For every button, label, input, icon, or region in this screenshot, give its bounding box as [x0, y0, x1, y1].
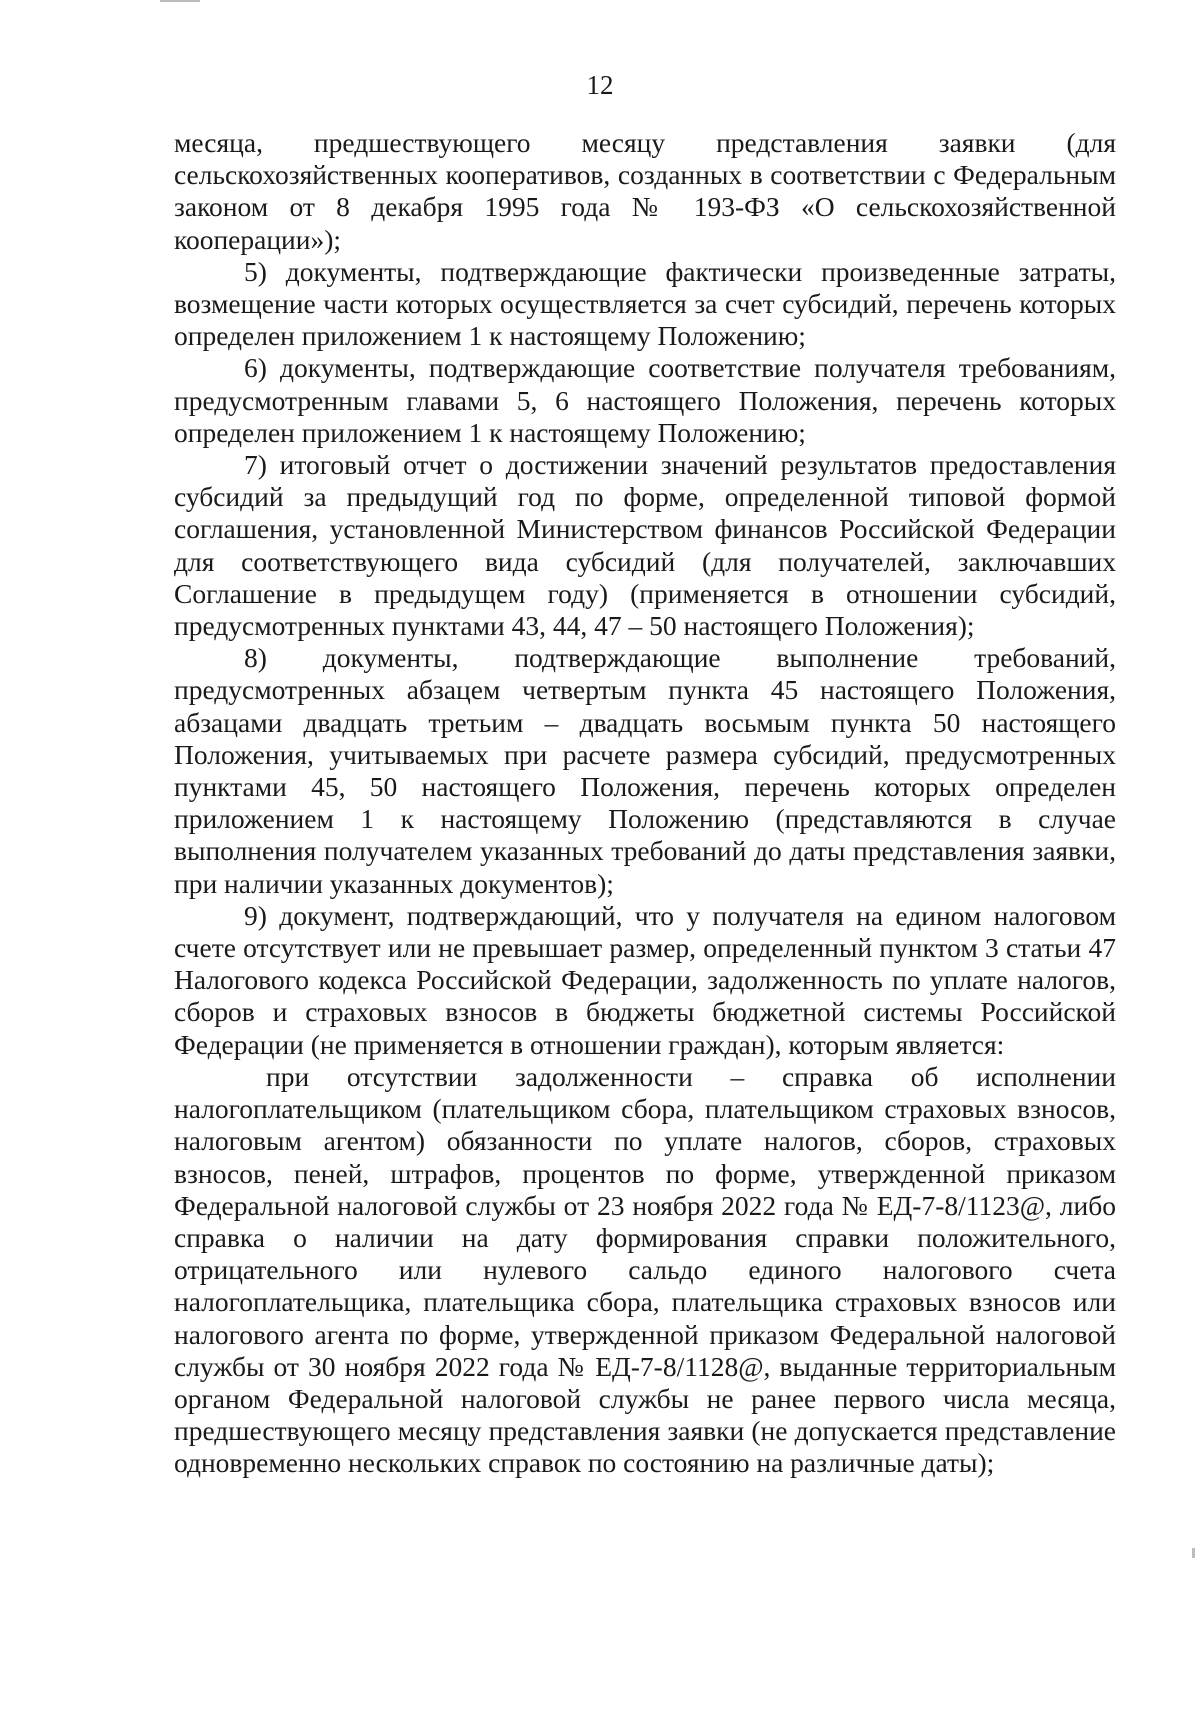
scan-artifact-right	[1192, 1548, 1195, 1558]
page-number: 12	[586, 70, 614, 100]
scan-artifact-top	[160, 0, 200, 2]
paragraph-continuation: месяца, предшествующего месяцу представления заявки (для сельскохозяйственных кооперативов, созданных в соответствии с Федеральным законом от 8 декабря 1995 года № 193-ФЗ «О сельскохозяйственной кооперации»);	[174, 127, 1116, 255]
paragraph-item-8: 8) документы, подтверждающие выполнение требований, предусмотренных абзацем четвертым пункта 45 настоящего Положения, абзацами двадцать третьим – двадцать восьмым пункта 50 настоящего Положения, учитываемых при расчете размера субсидий, предусмотренных пунктами 45, 50 настоящего Положения, перечень которых определен приложением 1 к настоящему Положению (представляются в случае выполнения получателем указанных требований до даты представления заявки, при наличии указанных документов);	[174, 642, 1116, 899]
paragraph-item-9-subclause: при отсутствии задолженности – справка об исполнении налогоплательщиком (плательщиком сбора, плательщиком страховых взносов, налоговым агентом) обязанности по уплате налогов, сборов, страховых взносов, пеней, штрафов, процентов по форме, утвержденной приказом Федеральной налоговой службы от 23 ноября 2022 года № ЕД-7-8/1123@, либо справка о наличии на дату формирования справки положительного, отрицательного или нулевого сальдо единого налогового счета налогоплательщика, плательщика сбора, плательщика страховых взносов или налогового агента по форме, утвержденной приказом Федеральной налоговой службы от 30 ноября 2022 года № ЕД-7-8/1128@, выданные территориальным органом Федеральной налоговой службы не ранее первого числа месяца, предшествующего месяцу представления заявки (не допускается представление одновременно нескольких справок по состоянию на различные даты);	[174, 1060, 1116, 1479]
paragraph-item-6: 6) документы, подтверждающие соответствие получателя требованиям, предусмотренным главами 5, 6 настоящего Положения, перечень которых определен приложением 1 к настоящему Положению;	[174, 352, 1116, 448]
paragraph-item-7: 7) итоговый отчет о достижении значений результатов предоставления субсидий за предыдущий год по форме, определенной типовой формой соглашения, установленной Министерством финансов Российской Федерации для соответствующего вида субсидий (для получателей, заключавших Соглашение в предыдущем году) (применяется в отношении субсидий, предусмотренных пунктами 43, 44, 47 – 50 настоящего Положения);	[174, 449, 1116, 642]
paragraph-item-5: 5) документы, подтверждающие фактически произведенные затраты, возмещение части которых осуществляется за счет субсидий, перечень которых определен приложением 1 к настоящему Положению;	[174, 255, 1116, 352]
paragraph-item-9: 9) документ, подтверждающий, что у получателя на едином налоговом счете отсутствует или не превышает размер, определенный пунктом 3 статьи 47 Налогового кодекса Российской Федерации, задолженность по уплате налогов, сборов и страховых взносов в бюджеты бюджетной системы Российской Федерации (не применяется в отношении граждан), которым является:	[174, 899, 1116, 1060]
document-body	[174, 127, 1116, 1480]
